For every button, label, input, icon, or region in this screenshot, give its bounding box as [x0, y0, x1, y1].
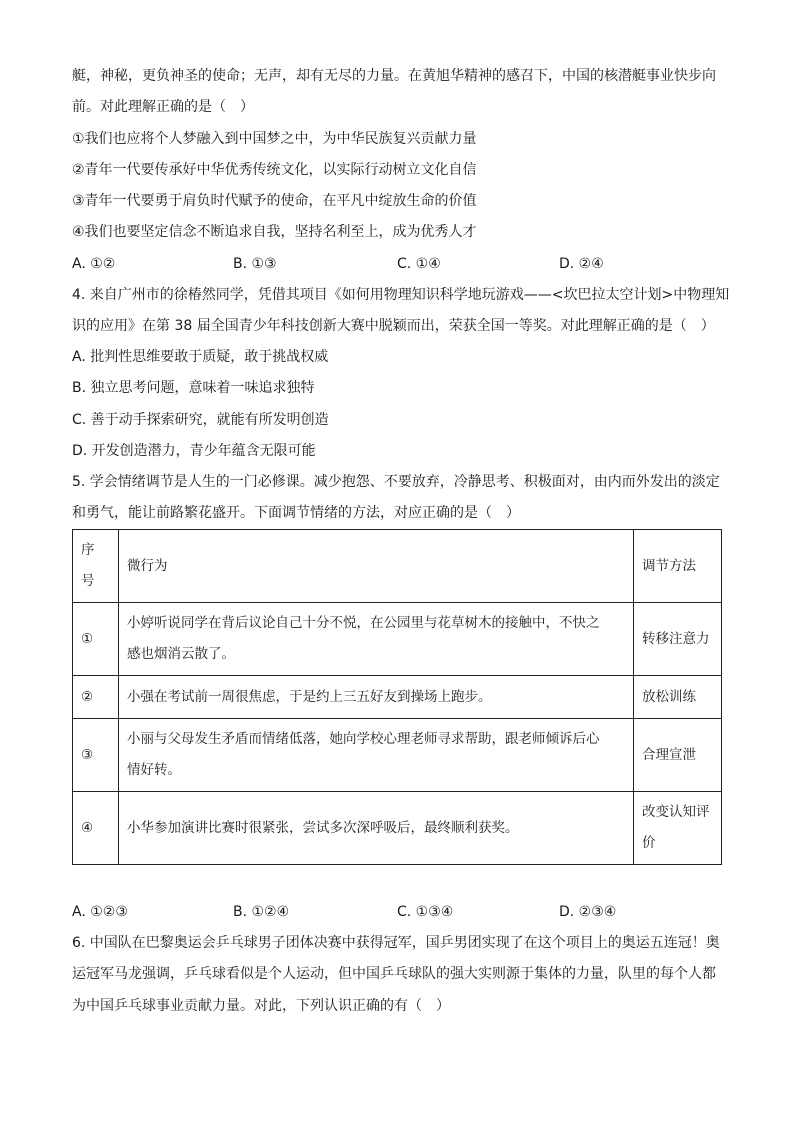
row-action: 小华参加演讲比赛时很紧张，尝试多次深呼吸后，最终顺利获奖。 — [119, 792, 634, 865]
answer-option-d: D. 开发创造潜力，青少年蕴含无限可能 — [72, 443, 316, 459]
statement-item: ①我们也应将个人梦融入到中国梦之中，为中华民族复兴贡献力量 — [72, 131, 477, 147]
row-method: 放松训练 — [634, 676, 722, 719]
question-text: 识的应用》在第 38 届全国青少年科技创新大赛中脱颖而出，荣获全国一等奖。对此理解正确的是（ ） — [72, 318, 715, 334]
statement-item: ④我们也要坚定信念不断追求自我，坚持名利至上，成为优秀人才 — [72, 224, 477, 240]
row-method: 合理宣泄 — [634, 719, 722, 792]
answer-option-c: C. ①③④ — [397, 904, 454, 920]
row-num: ④ — [73, 792, 119, 865]
question-text: 4. 来自广州市的徐椿然同学，凭借其项目《如何用物理知识科学地玩游戏——<坎巴拉太空计划>中物理知 — [72, 287, 730, 303]
table-row — [73, 603, 722, 676]
question-text: 前。对此理解正确的是（ ） — [72, 99, 254, 115]
row-action: 小强在考试前一周很焦虑，于是约上三五好友到操场上跑步。 — [119, 676, 634, 719]
table-row — [73, 676, 722, 719]
emotion-table — [72, 529, 722, 865]
table-row — [73, 792, 722, 865]
question-text: 6. 中国队在巴黎奥运会乒乓球男子团体决赛中获得冠军，国乒男团实现了在这个项目上的奥运五连冠！奥 — [72, 935, 720, 951]
answer-option-a: A. 批判性思维要敢于质疑，敢于挑战权威 — [72, 349, 329, 365]
row-num: ③ — [73, 719, 119, 792]
answer-option-c: C. 善于动手探索研究，就能有所发明创造 — [72, 412, 329, 428]
answer-option-a: A. ①②③ — [72, 904, 128, 920]
table-header-row — [73, 530, 722, 603]
answer-option-d: D. ②③④ — [559, 904, 617, 920]
header-action: 微行为 — [119, 530, 634, 603]
row-method: 转移注意力 — [634, 603, 722, 676]
row-num: ① — [73, 603, 119, 676]
header-num: 序 号 — [73, 530, 119, 603]
statement-item: ②青年一代要传承好中华优秀传统文化，以实际行动树立文化自信 — [72, 162, 477, 178]
row-method: 改变认知评 价 — [634, 792, 722, 865]
header-method: 调节方法 — [634, 530, 722, 603]
table-row — [73, 719, 722, 792]
question-text: 艇，神秘，更负神圣的使命；无声，却有无尽的力量。在黄旭华精神的感召下，中国的核潜艇事业快步向 — [72, 68, 716, 84]
question-text: 运冠军马龙强调，乒乓球看似是个人运动，但中国乒乓球队的强大实则源于集体的力量，队里的每个人都 — [72, 966, 716, 982]
answer-option-b: B. ①②④ — [233, 904, 290, 920]
answer-option-b: B. 独立思考问题，意味着一味追求独特 — [72, 380, 315, 396]
row-action: 小婷听说同学在背后议论自己十分不悦，在公园里与花草树木的接触中，不快之 感也烟消云散了。 — [119, 603, 634, 676]
row-action: 小丽与父母发生矛盾而情绪低落，她向学校心理老师寻求帮助，跟老师倾诉后心 情好转。 — [119, 719, 634, 792]
answer-option-a: A. ①② — [72, 256, 116, 272]
answer-option-d: D. ②④ — [559, 256, 604, 272]
row-num: ② — [73, 676, 119, 719]
question-text: 和勇气，能让前路繁花盛开。下面调节情绪的方法，对应正确的是（ ） — [72, 505, 520, 521]
question-text: 5. 学会情绪调节是人生的一门必修课。减少抱怨、不要放弃，冷静思考、积极面对，由内而外发出的淡定 — [72, 474, 720, 490]
statement-item: ③青年一代要勇于肩负时代赋予的使命，在平凡中绽放生命的价值 — [72, 193, 477, 209]
question-text: 为中国乒乓球事业贡献力量。对此，下列认识正确的有（ ） — [72, 998, 450, 1014]
answer-option-b: B. ①③ — [233, 256, 277, 272]
answer-option-c: C. ①④ — [397, 256, 441, 272]
